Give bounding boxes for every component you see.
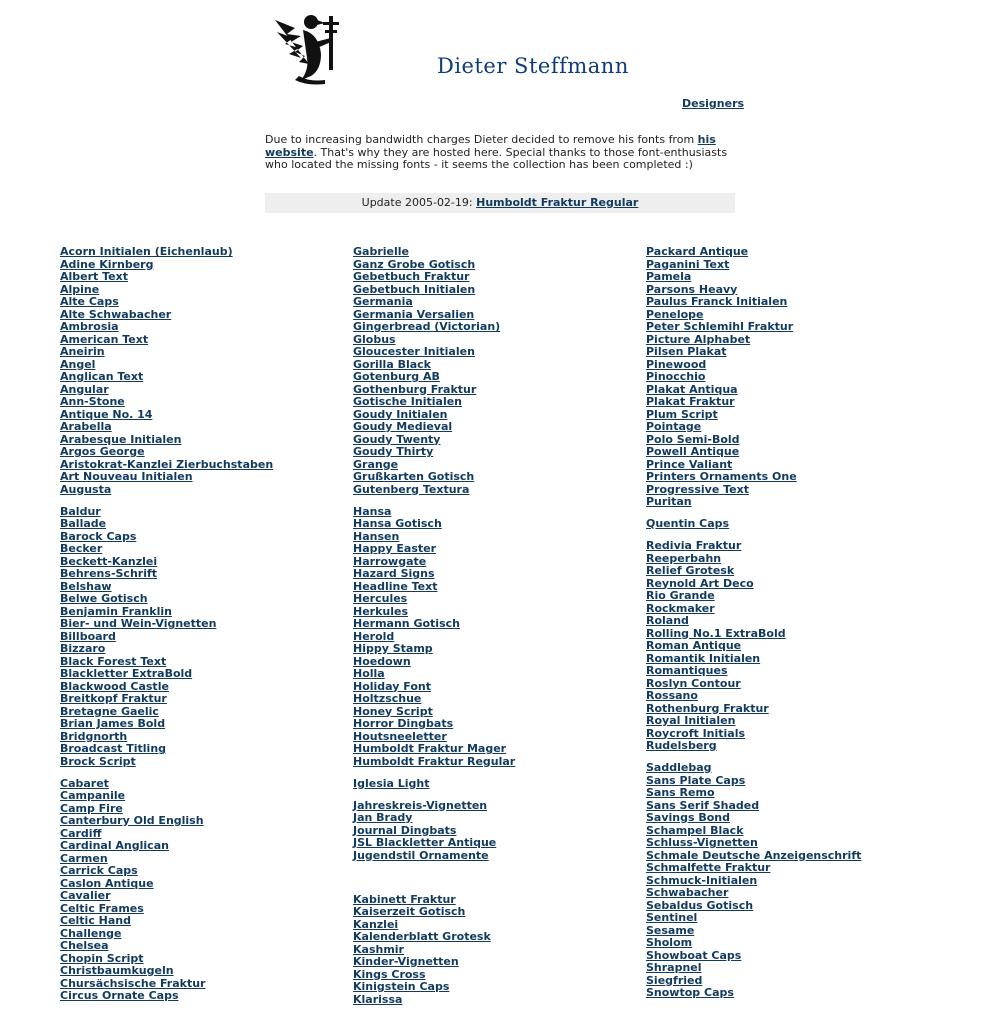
font-link[interactable]: Angel — [60, 357, 96, 371]
font-link[interactable]: Rossano — [646, 689, 698, 702]
font-link[interactable]: Honey Script — [353, 704, 433, 718]
font-link[interactable]: Roslyn Contour — [646, 676, 741, 690]
font-link[interactable]: Puritan — [646, 495, 692, 508]
font-link[interactable]: Rothenburg Fraktur — [646, 701, 769, 715]
font-link[interactable]: Sebaldus Gotisch — [646, 898, 754, 912]
font-link[interactable]: Gutenberg Textura — [353, 482, 470, 496]
font-link[interactable]: Carrick Caps — [60, 864, 138, 877]
font-link[interactable]: Holtzschue — [353, 692, 422, 705]
font-group — [60, 778, 273, 1003]
font-group — [646, 518, 861, 531]
font-link[interactable]: Packard Antique — [646, 245, 749, 258]
font-link[interactable]: Herkules — [353, 604, 409, 618]
font-group — [353, 246, 515, 496]
font-link[interactable]: Pilsen Plakat — [646, 345, 727, 358]
font-link[interactable]: Ballade — [60, 517, 107, 530]
font-link[interactable]: Pointage — [646, 420, 702, 433]
font-link[interactable]: Aneirin — [60, 345, 105, 358]
font-link[interactable]: Caslon Antique — [60, 876, 154, 890]
font-link[interactable]: Billboard — [60, 629, 116, 643]
heraldic-eagle-logo — [265, 10, 345, 86]
font-link[interactable]: Pinocchio — [646, 370, 706, 383]
font-link[interactable]: Barock Caps — [60, 529, 137, 543]
font-link[interactable]: Sentinel — [646, 911, 698, 924]
font-group — [60, 246, 273, 496]
font-link[interactable]: Cabaret — [60, 776, 109, 790]
font-link[interactable]: Gorilla Black — [353, 357, 431, 371]
font-link[interactable]: Plum Script — [646, 407, 718, 421]
font-link[interactable]: Humboldt Fraktur Regular — [353, 754, 516, 768]
font-link[interactable]: Hippy Stamp — [353, 642, 433, 655]
font-group — [60, 506, 273, 769]
font-link[interactable]: Gebetbuch Initialen — [353, 282, 476, 296]
font-link[interactable]: Black Forest Text — [60, 654, 167, 668]
font-link[interactable]: Albert Text — [60, 270, 128, 283]
font-link[interactable]: Reeperbahn — [646, 551, 722, 565]
site-header — [265, 10, 735, 90]
font-link[interactable]: Adine Kirnberg — [60, 257, 154, 271]
font-link[interactable]: Hoedown — [353, 654, 411, 668]
font-link[interactable]: Kaiserzeit Gotisch — [353, 905, 466, 918]
font-link[interactable]: Gingerbread (Victorian) — [353, 320, 501, 333]
font-link[interactable]: Plakat Antiqua — [646, 382, 738, 396]
font-group — [646, 540, 861, 753]
font-link[interactable]: Schwabacher — [646, 886, 729, 899]
font-link[interactable]: Pinewood — [646, 357, 707, 371]
font-link[interactable]: Argos George — [60, 445, 145, 458]
font-link[interactable]: Behrens-Schrift — [60, 567, 158, 580]
font-link[interactable]: Becker — [60, 542, 103, 555]
font-link[interactable]: Picture Alphabet — [646, 332, 751, 346]
font-link[interactable]: Cardiff — [60, 826, 102, 840]
font-link[interactable]: Kalenderblatt Grotesk — [353, 930, 491, 943]
font-group — [353, 800, 515, 863]
font-link[interactable]: Celtic Frames — [60, 901, 144, 915]
font-link[interactable]: Gebetbuch Fraktur — [353, 270, 470, 283]
update-bar — [265, 193, 735, 213]
font-link[interactable]: Chopin Script — [60, 951, 144, 965]
font-link[interactable]: Arabella — [60, 420, 112, 433]
font-link[interactable]: Chelsea — [60, 939, 109, 952]
font-link[interactable]: Happy Easter — [353, 542, 437, 555]
font-link[interactable]: Challenge — [60, 926, 122, 940]
font-link[interactable]: Schmale Deutsche Anzeigenschrift — [646, 848, 862, 862]
font-link[interactable]: Humboldt Fraktur Mager — [353, 742, 507, 755]
font-link[interactable]: Cavalier — [60, 889, 111, 902]
font-link[interactable]: Kabinett Fraktur — [353, 892, 456, 906]
font-link[interactable]: Bizzaro — [60, 642, 106, 655]
font-link[interactable]: Relief Grotesk — [646, 564, 735, 577]
font-link[interactable]: Ann-Stone — [60, 395, 125, 408]
font-link[interactable]: Breitkopf Fraktur — [60, 692, 167, 705]
font-link[interactable]: Hermann Gotisch — [353, 617, 460, 630]
font-link[interactable]: Journal Dingbats — [353, 823, 457, 837]
font-link[interactable]: Prince Valiant — [646, 457, 733, 471]
font-link[interactable]: Circus Ornate Caps — [60, 989, 179, 1002]
font-link[interactable]: Kings Cross — [353, 967, 426, 981]
font-link[interactable]: Canterbury Old English — [60, 814, 204, 827]
font-link[interactable]: Herold — [353, 629, 395, 643]
font-link[interactable]: Sholom — [646, 936, 693, 949]
font-group — [353, 506, 515, 769]
font-link[interactable]: Brock Script — [60, 754, 136, 768]
font-link[interactable]: Romantik Initialen — [646, 651, 761, 665]
font-link[interactable]: Showboat Caps — [646, 948, 742, 962]
font-link[interactable]: Sesame — [646, 923, 695, 937]
site-title: Dieter Steffmann — [437, 54, 629, 78]
font-link[interactable]: Alte Schwabacher — [60, 307, 172, 321]
font-link[interactable]: Klarissa — [353, 992, 403, 1006]
font-link[interactable]: Kanzlei — [353, 917, 399, 931]
font-link[interactable]: Quentin Caps — [646, 517, 730, 530]
font-link[interactable]: Alpine — [60, 282, 100, 296]
font-link[interactable]: Siegfried — [646, 973, 703, 987]
font-link[interactable]: Roman Antique — [646, 639, 742, 652]
his-website-link[interactable]: his website — [265, 133, 716, 159]
font-link[interactable]: Romantiques — [646, 664, 728, 677]
font-group — [646, 762, 861, 1000]
font-group — [353, 778, 515, 791]
font-link[interactable]: Sans Plate Caps — [646, 773, 746, 787]
font-link[interactable]: Blackwood Castle — [60, 679, 169, 693]
font-link[interactable]: Grange — [353, 457, 399, 471]
font-group — [353, 894, 515, 1007]
font-link[interactable]: Acorn Initialen (Eichenlaub) — [60, 245, 233, 258]
font-link[interactable]: Globus — [353, 332, 396, 346]
font-column-2 — [353, 246, 515, 1016]
font-link[interactable]: Pamela — [646, 270, 692, 283]
font-link[interactable]: Royal Initialen — [646, 714, 736, 727]
font-link[interactable]: Sans Serif Shaded — [646, 798, 760, 812]
font-link[interactable]: Headline Text — [353, 579, 438, 593]
font-link[interactable]: Kashmir — [353, 942, 404, 956]
font-link[interactable]: Hansen — [353, 529, 400, 543]
font-link[interactable]: Rolling No.1 ExtraBold — [646, 626, 786, 640]
font-link[interactable]: Schmalfette Fraktur — [646, 861, 771, 874]
font-link[interactable]: Holla — [353, 667, 385, 680]
font-link[interactable]: Harrowgate — [353, 554, 427, 568]
font-group — [646, 246, 861, 509]
font-link[interactable]: Goudy Initialen — [353, 407, 448, 421]
notice-paragraph — [265, 134, 735, 172]
font-link[interactable]: Christbaumkugeln — [60, 964, 174, 977]
font-link[interactable]: Gotische Initialen — [353, 395, 463, 408]
font-link[interactable]: Bretagne Gaelic — [60, 704, 159, 718]
font-link[interactable]: Ambrosia — [60, 320, 119, 333]
font-link[interactable]: Houtsneeletter — [353, 729, 447, 743]
font-column-3 — [646, 246, 861, 1009]
font-link[interactable]: Jan Brady — [353, 811, 413, 824]
font-link[interactable]: Redivia Fraktur — [646, 539, 742, 552]
font-link[interactable]: Schmuck-Initialen — [646, 873, 758, 887]
font-link[interactable]: Kinder-Vignetten — [353, 955, 459, 968]
font-link[interactable]: Baldur — [60, 504, 101, 518]
font-link[interactable]: Celtic Hand — [60, 914, 132, 927]
font-link[interactable]: Jugendstil Ornamente — [353, 848, 489, 862]
font-link[interactable]: Parsons Heavy — [646, 282, 738, 296]
notice-text-before: Due to increasing bandwidth charges Dieter decided to remove his fonts from — [265, 133, 698, 146]
font-link[interactable]: Ganz Grobe Gotisch — [353, 257, 476, 271]
font-link[interactable]: Roland — [646, 614, 689, 627]
font-link[interactable]: Cardinal Anglican — [60, 839, 169, 852]
font-link[interactable]: Brian James Bold — [60, 717, 166, 730]
font-link[interactable]: Sans Remo — [646, 786, 715, 799]
font-link[interactable]: Camp Fire — [60, 801, 123, 815]
font-link[interactable]: Roycroft Initials — [646, 726, 746, 740]
font-link[interactable]: Belwe Gotisch — [60, 592, 148, 605]
font-link[interactable]: Progressive Text — [646, 482, 749, 496]
font-link[interactable]: Iglesia Light — [353, 776, 430, 790]
font-link[interactable]: Plakat Fraktur — [646, 395, 735, 408]
font-link[interactable]: Hazard Signs — [353, 567, 435, 580]
font-link[interactable]: Rudelsberg — [646, 739, 717, 752]
font-link[interactable]: Angular — [60, 382, 109, 396]
font-link[interactable]: Antique No. 14 — [60, 407, 153, 421]
font-link[interactable]: Kinigstein Caps — [353, 980, 450, 993]
font-link[interactable]: Reynold Art Deco — [646, 576, 754, 590]
font-link[interactable]: Saddlebag — [646, 761, 712, 774]
font-link[interactable]: Art Nouveau Initialen — [60, 470, 193, 483]
font-link[interactable]: Printers Ornaments One — [646, 470, 797, 483]
font-link[interactable]: Schampel Black — [646, 823, 744, 837]
font-link[interactable]: Benjamin Franklin — [60, 604, 172, 618]
font-link[interactable]: Augusta — [60, 482, 112, 496]
font-link[interactable]: Penelope — [646, 307, 704, 321]
update-font-link[interactable]: Humboldt Fraktur Regular — [476, 196, 639, 209]
font-link[interactable]: Blackletter ExtraBold — [60, 667, 193, 680]
font-link[interactable]: Polo Semi-Bold — [646, 432, 740, 446]
font-link[interactable]: American Text — [60, 332, 149, 346]
font-link[interactable]: Anglican Text — [60, 370, 144, 383]
font-link[interactable]: Savings Bond — [646, 811, 731, 824]
font-link[interactable]: Goudy Twenty — [353, 432, 441, 446]
font-link[interactable]: Grußkarten Gotisch — [353, 470, 475, 483]
font-link[interactable]: Schluss-Vignetten — [646, 836, 758, 849]
font-link[interactable]: Alte Caps — [60, 295, 119, 308]
font-link[interactable]: Rio Grande — [646, 589, 715, 602]
font-link[interactable]: Bridgnorth — [60, 729, 128, 743]
font-link[interactable]: Gothenburg Fraktur — [353, 382, 477, 396]
font-link[interactable]: Bier- und Wein-Vignetten — [60, 617, 217, 630]
font-link[interactable]: Holiday Font — [353, 679, 431, 693]
font-link[interactable]: Campanile — [60, 789, 126, 802]
font-link[interactable]: Germania Versalien — [353, 307, 475, 321]
font-group — [353, 872, 515, 885]
font-link[interactable]: Hansa Gotisch — [353, 517, 442, 530]
notice-text-after: . That's why they are hosted here. Special thanks to those font-enthusiasts who located the missing fonts - it seems the collection has been completed :) — [265, 145, 728, 171]
font-link[interactable]: Goudy Medieval — [353, 420, 453, 433]
font-link[interactable]: Belshaw — [60, 579, 112, 593]
font-link[interactable]: Arabesque Initialen — [60, 432, 182, 446]
font-link[interactable]: Powell Antique — [646, 445, 740, 458]
font-link[interactable]: Rockmaker — [646, 601, 715, 615]
font-link[interactable]: Gabrielle — [353, 245, 409, 258]
font-link[interactable]: Hercules — [353, 592, 408, 605]
font-link[interactable]: Germania — [353, 295, 413, 308]
font-link[interactable]: JSL Blackletter Antique — [353, 836, 497, 849]
update-label: Update 2005-02-19: — [361, 196, 473, 209]
font-column-1 — [60, 246, 273, 1012]
font-link[interactable]: Carmen — [60, 851, 108, 865]
font-link[interactable]: Gotenburg AB — [353, 370, 440, 383]
font-link[interactable]: Paganini Text — [646, 257, 730, 271]
font-link[interactable]: Shrapnel — [646, 961, 702, 974]
font-link[interactable]: Chursächsische Fraktur — [60, 976, 206, 990]
font-link[interactable]: Snowtop Caps — [646, 986, 734, 999]
font-link[interactable]: Peter Schlemihl Fraktur — [646, 320, 794, 333]
font-link[interactable]: Hansa — [353, 504, 392, 518]
font-link[interactable]: Paulus Franck Initialen — [646, 295, 788, 308]
font-link[interactable]: Aristokrat-Kanzlei Zierbuchstaben — [60, 457, 274, 471]
font-link[interactable]: Horror Dingbats — [353, 717, 454, 730]
font-link[interactable]: Gloucester Initialen — [353, 345, 475, 358]
font-link[interactable]: Jahreskreis-Vignetten — [353, 798, 488, 812]
font-link[interactable]: Goudy Thirty — [353, 445, 434, 458]
designers-link[interactable]: Designers — [682, 97, 745, 110]
font-link[interactable]: Broadcast Titling — [60, 742, 167, 755]
font-link[interactable]: Beckett-Kanzlei — [60, 554, 158, 568]
